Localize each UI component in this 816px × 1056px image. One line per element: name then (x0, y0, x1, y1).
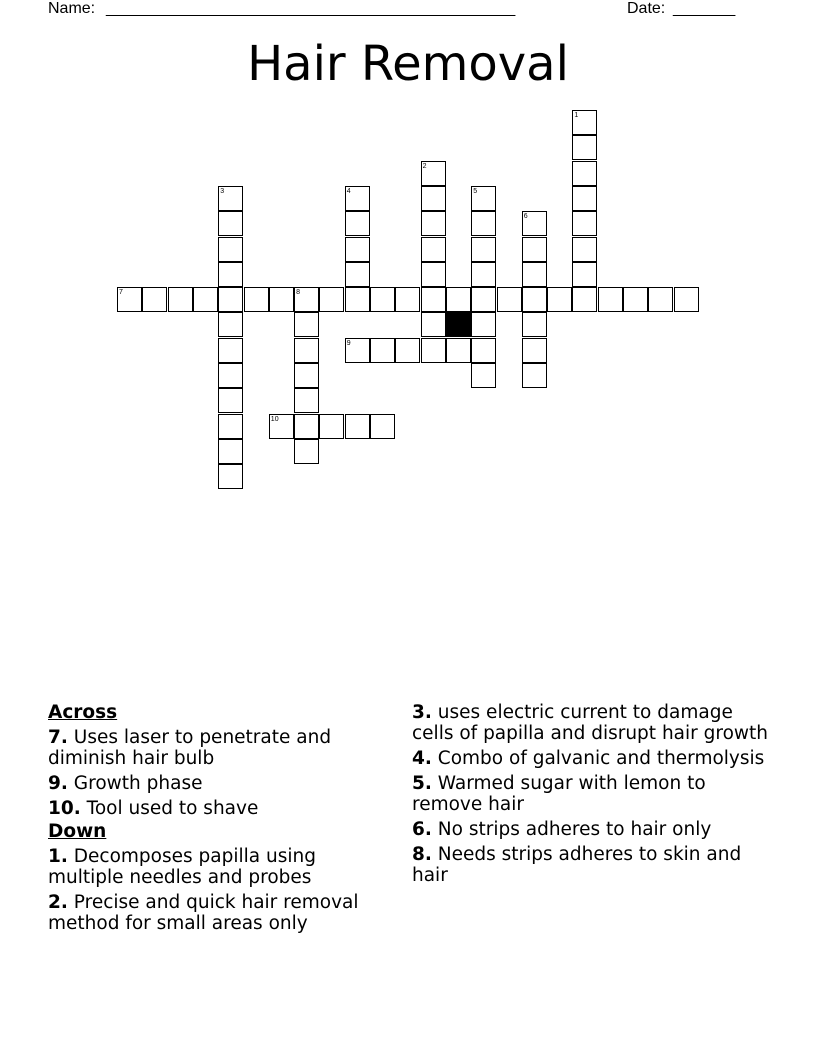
grid-cell[interactable] (218, 363, 243, 388)
grid-cell[interactable] (522, 287, 547, 312)
clue-number: 4. (412, 748, 432, 769)
clue-number: 6. (412, 819, 432, 840)
cell-number: 1 (574, 112, 579, 119)
grid-cell[interactable] (168, 287, 193, 312)
grid-cell[interactable] (471, 338, 496, 363)
clue-number: 3. (412, 702, 432, 723)
grid-cell[interactable] (471, 363, 496, 388)
clue-text: Needs strips adheres to skin and hair (412, 844, 742, 886)
black-square (446, 312, 471, 337)
clue-text: Tool used to shave (86, 798, 259, 819)
cell-number: 10 (270, 415, 279, 423)
grid-cell[interactable] (522, 237, 547, 262)
grid-cell[interactable] (421, 312, 446, 337)
grid-cell[interactable] (471, 237, 496, 262)
grid-cell[interactable] (269, 287, 294, 312)
clue-down-5 (412, 773, 772, 815)
clues-left-column (48, 702, 393, 938)
clue-number: 8. (412, 844, 432, 865)
grid-cell[interactable] (218, 237, 243, 262)
clues-right-column (412, 702, 772, 890)
clue-down-1 (48, 846, 393, 888)
grid-cell[interactable] (193, 287, 218, 312)
cell-number: 6 (523, 213, 528, 221)
grid-cell[interactable] (497, 287, 522, 312)
cell-number: 9 (346, 339, 351, 347)
grid-cell[interactable] (244, 287, 269, 312)
date-label: Date: (627, 0, 666, 17)
across-heading: Across (48, 702, 118, 723)
name-label: Name: (48, 0, 96, 17)
clue-down-3 (412, 702, 772, 744)
grid-cell[interactable] (446, 287, 471, 312)
clue-down-8 (412, 844, 772, 886)
grid-cell[interactable] (421, 211, 446, 236)
grid-cell[interactable] (623, 287, 648, 312)
grid-cell[interactable] (471, 211, 496, 236)
grid-cell[interactable] (319, 287, 344, 312)
clue-text: Combo of galvanic and thermolysis (437, 748, 765, 769)
clue-number: 7. (48, 727, 68, 748)
grid-cell[interactable] (598, 287, 623, 312)
clue-across-7 (48, 727, 393, 769)
cell-number: 5 (473, 187, 478, 195)
name-field[interactable]: ______________________________________________ (106, 0, 516, 17)
grid-cell[interactable] (345, 211, 370, 236)
grid-cell[interactable] (572, 161, 597, 186)
clue-text: Warmed sugar with lemon to remove hair (412, 773, 706, 815)
clue-text: Decomposes papilla using multiple needles and probes (48, 846, 316, 888)
grid-cell[interactable] (345, 287, 370, 312)
cell-number: 4 (346, 187, 351, 195)
grid-cell[interactable] (370, 338, 395, 363)
clue-number: 5. (412, 773, 432, 794)
grid-cell[interactable] (421, 262, 446, 287)
grid-cell[interactable] (218, 414, 243, 439)
clue-across-10 (48, 798, 393, 819)
grid-cell[interactable] (572, 186, 597, 211)
grid-cell[interactable] (218, 439, 243, 464)
clue-text: uses electric current to damage cells of papilla and disrupt hair growth (412, 702, 768, 744)
cell-number: 7 (119, 289, 123, 297)
grid-cell[interactable] (395, 338, 420, 363)
grid-cell[interactable] (370, 414, 395, 439)
grid-cell[interactable] (522, 262, 547, 287)
grid-cell[interactable] (421, 287, 446, 312)
clue-number: 1. (48, 846, 68, 867)
grid-cell[interactable] (370, 287, 395, 312)
clue-number: 9. (48, 773, 68, 794)
grid-cell[interactable] (319, 414, 344, 439)
grid-cell[interactable] (572, 237, 597, 262)
grid-cell[interactable] (522, 338, 547, 363)
grid-cell[interactable] (294, 338, 319, 363)
clue-number: 10. (48, 798, 81, 819)
cell-number: 3 (220, 187, 225, 195)
grid-cell[interactable] (345, 237, 370, 262)
grid-cell[interactable] (218, 211, 243, 236)
grid-cell[interactable] (572, 262, 597, 287)
grid-cell[interactable] (421, 338, 446, 363)
grid-cell[interactable] (395, 287, 420, 312)
page-title: Hair Removal (247, 36, 569, 92)
grid-cell[interactable] (421, 186, 446, 211)
grid-cell[interactable] (547, 287, 572, 312)
grid-cell[interactable] (471, 312, 496, 337)
grid-cell[interactable] (345, 414, 370, 439)
grid-cell[interactable] (218, 287, 243, 312)
grid-cell[interactable] (218, 338, 243, 363)
grid-cell[interactable] (522, 363, 547, 388)
cell-number: 8 (296, 289, 300, 297)
grid-cell[interactable] (648, 287, 673, 312)
grid-cell[interactable] (294, 312, 319, 337)
clue-text: Uses laser to penetrate and diminish hair bulb (48, 727, 332, 769)
grid-cell[interactable] (294, 388, 319, 413)
grid-cell[interactable] (674, 287, 699, 312)
clue-text: Growth phase (73, 773, 203, 794)
grid-cell[interactable] (218, 388, 243, 413)
grid-cell[interactable] (345, 262, 370, 287)
down-heading: Down (48, 821, 107, 842)
grid-cell[interactable] (294, 363, 319, 388)
grid-cell[interactable] (294, 439, 319, 464)
grid-cell[interactable] (572, 287, 597, 312)
grid-cell[interactable] (218, 464, 243, 489)
grid-cell[interactable] (446, 338, 471, 363)
clue-text: Precise and quick hair removal method for small areas only (48, 892, 359, 934)
grid-cell[interactable] (572, 135, 597, 160)
clue-text: No strips adheres to hair only (437, 819, 712, 840)
grid-cell[interactable] (142, 287, 167, 312)
crossword-grid (0, 0, 816, 500)
clue-number: 2. (48, 892, 68, 913)
grid-cell[interactable] (294, 414, 319, 439)
cell-number: 2 (422, 162, 427, 170)
clue-down-4 (412, 748, 772, 769)
date-field[interactable]: _______ (673, 0, 736, 17)
grid-cell[interactable] (218, 312, 243, 337)
grid-cell[interactable] (421, 237, 446, 262)
clue-down-6 (412, 819, 772, 840)
clue-across-9 (48, 773, 393, 794)
grid-cell[interactable] (471, 262, 496, 287)
clue-down-2 (48, 892, 393, 934)
grid-cell[interactable] (572, 211, 597, 236)
grid-cell[interactable] (471, 287, 496, 312)
grid-cell[interactable] (522, 312, 547, 337)
grid-cell[interactable] (218, 262, 243, 287)
